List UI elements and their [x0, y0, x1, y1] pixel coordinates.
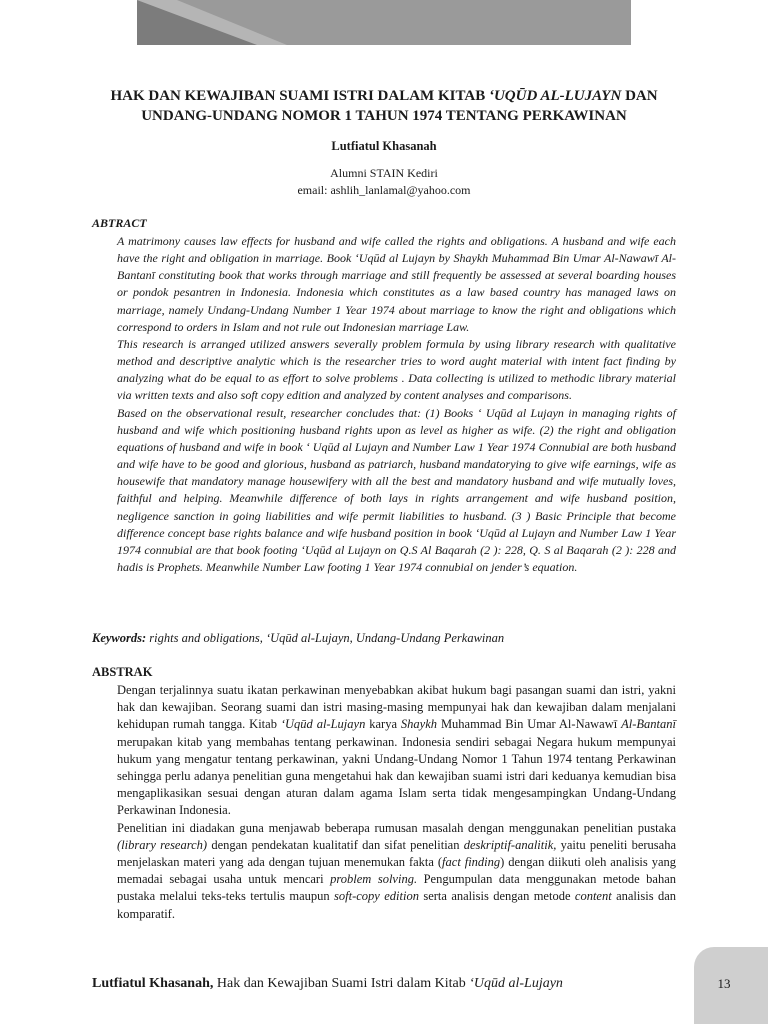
title-line1-c: DAN	[621, 88, 658, 104]
header-banner	[137, 0, 631, 45]
italic-run: deskriptif-analitik,	[463, 837, 557, 852]
text-run: yaitu peneliti berusaha menjelaskan materi yang ada dengan tujuan menemukan fakta (	[117, 837, 676, 870]
keywords-label: Keywords:	[92, 631, 147, 645]
title-line1-italic: ‘UQŪD AL-LUJAYN	[488, 88, 622, 104]
italic-run: Shaykh	[400, 717, 438, 732]
author-affiliation	[0, 165, 768, 199]
footer-title-italic: ‘Uqūd al-Lujayn	[469, 976, 563, 991]
abstract-id-heading: ABSTRAK	[92, 665, 153, 679]
text-run: Penelitian ini diadakan guna menjawab beberapa rumusan masalah dengan menggunakan penelitian pustaka	[117, 820, 676, 835]
abstract-id-paragraph-1	[117, 682, 676, 820]
author-name: Lutfiatul Khasanah	[331, 139, 437, 153]
keywords	[92, 630, 692, 647]
italic-run: fact finding	[442, 855, 501, 870]
footer-title: Hak dan Kewajiban Suami Istri dalam Kitab	[213, 976, 470, 991]
text-run: dengan pendekatan kualitatif dan sifat penelitian	[207, 837, 464, 852]
banner-graphic	[137, 0, 631, 45]
italic-run: problem solving.	[330, 872, 418, 887]
text-run: Dengan terjalinnya suatu ikatan perkawinan menyebabkan akibat hukum bagi pasangan suami dan istri, yakni hak dan kewajiban. Seorang suami dan istri masing-masing mempunyai hak dan kewajiban dalam menjalani kehidupan rumah tangga. Kitab	[117, 683, 676, 732]
abstract-en-paragraph-2: This research is arranged utilized answers severally problem formula by using library research with qualitative method and descriptive analytic which is the researcher tries to word aught material with intent fact finding by analyzing what do be equal to as effort to solve problems . Data collecting is utilized to methodic library material via written texts and also soft copy edition and analyzed by content analyses and comparisons.	[117, 336, 676, 403]
text-run: merupakan kitab yang membahas tentang perkawinan. Indonesia sendiri sebagai Negara hukum mempunyai hukum yang mengatur tentang perkawinan, yakni Undang-Undang Nomor 1 Tahun 1974 tentang Perkawinan sehingga perlu adanya penelitian guna mengetahui hak dan kewajiban suami istri dari keduanya kemudian bisa mengaplikasikan sesuai dengan aturan dalam agama Islam serta tidak mengesampingkan Undang-Undang Perkawinan Indonesia.	[117, 734, 676, 818]
text-run: karya	[365, 717, 401, 732]
title-line1-a: HAK DAN KEWAJIBAN SUAMI ISTRI DALAM KITAB	[110, 88, 489, 104]
italic-run: (library research)	[117, 837, 208, 852]
author-email: email: ashlih_lanlamal@yahoo.com	[297, 183, 471, 197]
text-run: Pengumpulan data menggunakan metode bahan pustaka melalui teks-teks tertulis maupun	[117, 872, 677, 904]
text-run: serta analisis dengan metode	[418, 889, 575, 904]
italic-run: Al-Bantanī	[621, 717, 676, 732]
italic-run: content	[574, 889, 612, 904]
text-run: Muhammad Bin Umar Al-Nawawī	[437, 717, 622, 732]
footer-author: Lutfiatul Khasanah,	[92, 976, 214, 991]
abstract-en-heading: ABTRACT	[92, 216, 147, 230]
text-run: ) dengan diikuti oleh analisis yang memadai sebagai usaha untuk mencari	[117, 855, 676, 887]
text-run: analisis dan komparatif.	[117, 889, 677, 921]
page-number: 13	[717, 976, 731, 991]
affiliation: Alumni STAIN Kediri	[330, 166, 438, 180]
abstract-id-paragraph-2	[117, 820, 676, 923]
article-title	[60, 86, 708, 126]
abstract-en-paragraph-1: A matrimony causes law effects for husband and wife called the rights and obligations. A husband and wife each have the right and obligation in marriage. Book ‘Uqūd al Lujayn by Shaykh Muhammad Bin Umar Al-Nawawī Al-Bantanī constituting book that works through marriage and still frequently be assessed at several boarding houses or pondok pesantren in Indonesia. Indonesia which constitutes as a law based country has managed laws on marriage, namely Undang-Undang Number 1 Year 1974 about marriage to know the right and obligations which correspond to orders in Islam and not rule out Indonesian marriage Law.	[117, 234, 676, 334]
italic-run: ‘Uqūd al-Lujayn	[280, 717, 366, 732]
abstract-en	[117, 233, 676, 576]
italic-run: soft-copy edition	[334, 889, 419, 904]
title-line2: UNDANG-UNDANG NOMOR 1 TAHUN 1974 TENTANG PERKAWINAN	[141, 108, 627, 124]
abstract-en-paragraph-3: Based on the observational result, researcher concludes that: (1) Books ‘ Uqūd al Lujayn in managing rights of husband and wife which positioning husband rights upon as level as higher as wife. (2) the right and obligation equations of husband and wife in book ‘ Uqūd al Lujayn and Number Law 1 Year 1974 Connubial are both husband and wife have to be good and glorious, husband as patriarch, husband mandatorying to give wife earnings, wife as housewife that mandatory manage housewifery with all the best and mandatory husband and wife mutually loves, faithful and helping. Meanwhile difference of both lays in rights arrangement and wife husband position, negligence sanction in going liabilities and wife permit liabilities to husband. (3 ) Basic Principle that become difference concept base rights balance and wife husband position in book ‘Uqūd al Lujayn and Number Law 1 Year 1974 connubial are that book footing ‘Uqūd al Lujayn on Q.S Al Baqarah (2 ): 228, Q. S al Baqarah (2 ): 228 and hadis is Prophets. Meanwhile Number Law footing 1 Year 1974 connubial on jender’s equation.	[117, 405, 676, 574]
keywords-text: rights and obligations, ‘Uqūd al-Lujayn, Undang-Undang Perkawinan	[146, 631, 505, 645]
running-footer	[92, 976, 563, 992]
abstract-id	[117, 682, 676, 923]
